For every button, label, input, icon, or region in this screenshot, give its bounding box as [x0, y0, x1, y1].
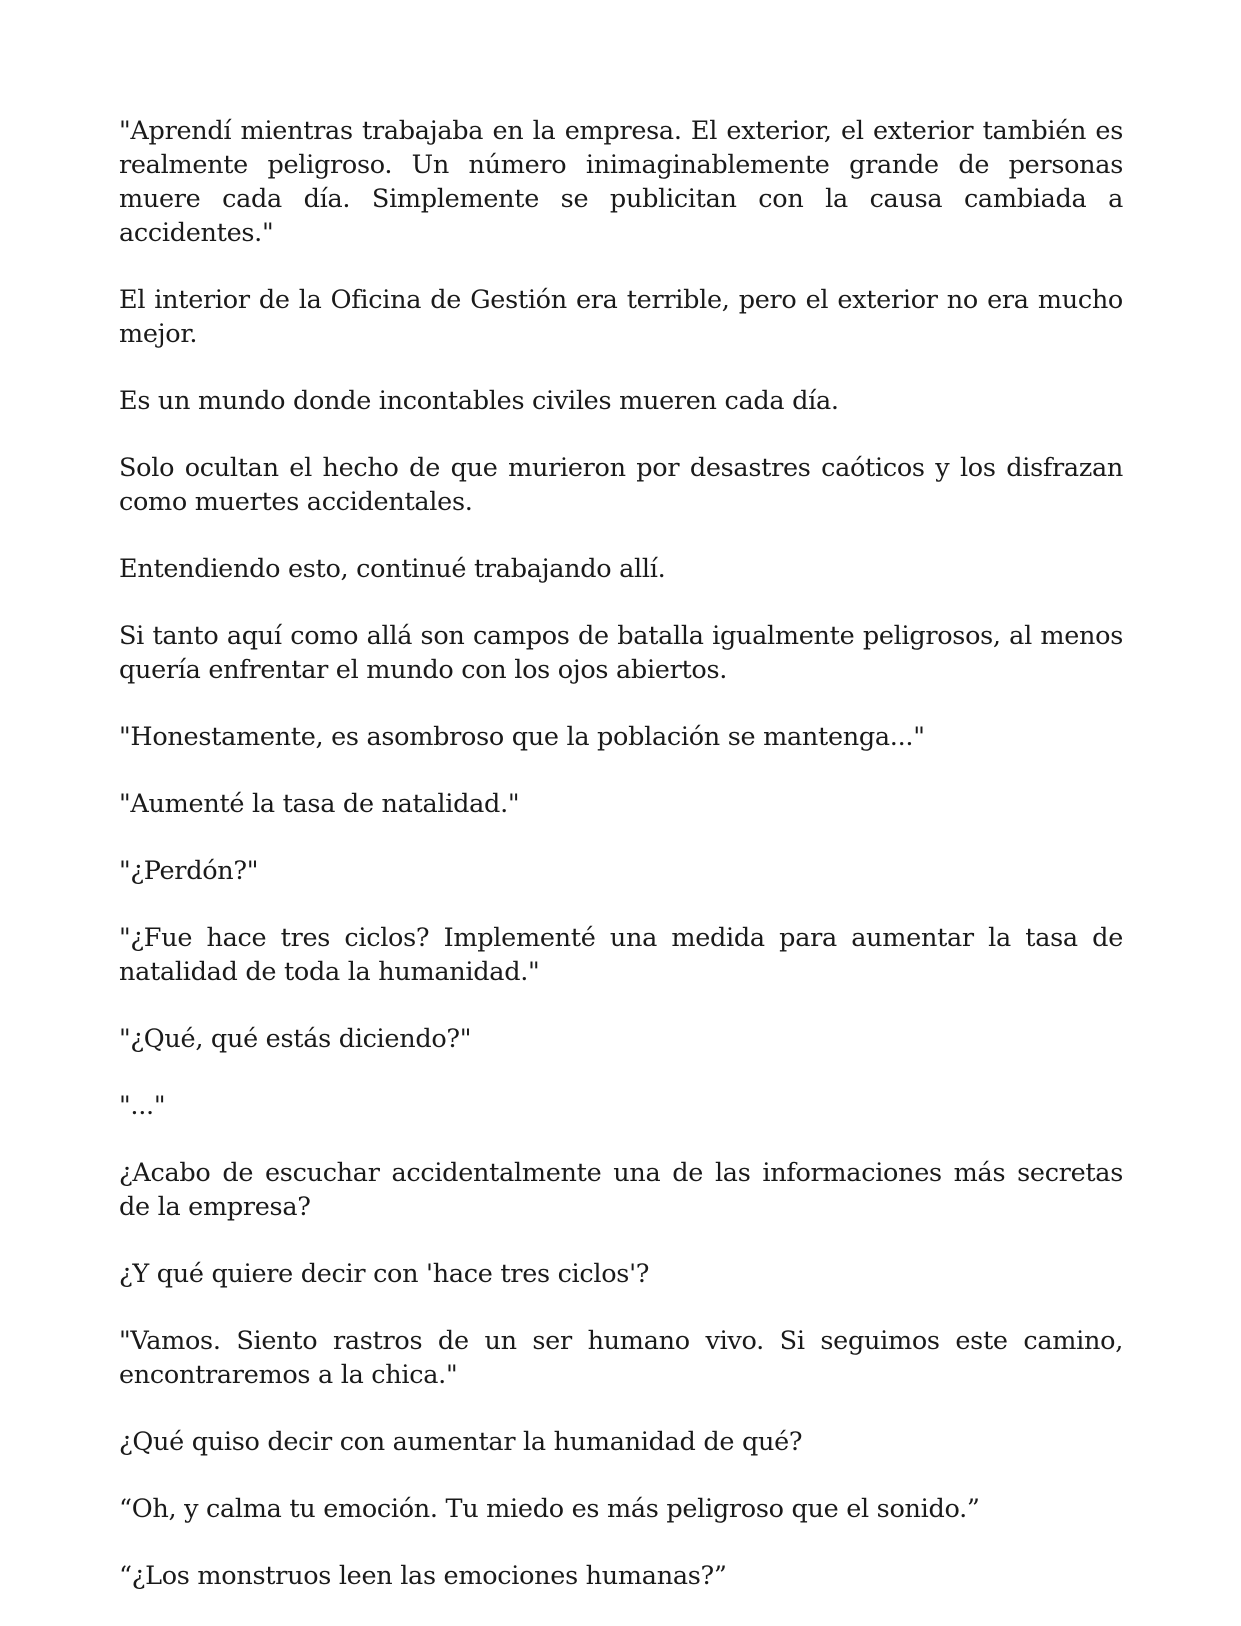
- paragraph: ¿Qué quiso decir con aumentar la humanidad de qué?: [119, 1427, 803, 1457]
- paragraph: El interior de la Oficina de Gestión era terrible, pero el exterior no era mucho mejor.: [119, 285, 1123, 349]
- paragraph: "...": [119, 1091, 166, 1121]
- paragraph: "Aumenté la tasa de natalidad.": [119, 789, 520, 819]
- paragraph: "¿Qué, qué estás diciendo?": [119, 1024, 472, 1054]
- paragraph: "Aprendí mientras trabajaba en la empresa. El exterior, el exterior también es realmente peligroso. Un número inimaginablemente grande de personas muere cada día. Simplemente se publicitan con la causa cambiada a accidentes.": [119, 116, 1123, 248]
- paragraph: Es un mundo donde incontables civiles mueren cada día.: [119, 386, 839, 416]
- paragraph: Si tanto aquí como allá son campos de batalla igualmente peligrosos, al menos quería enfrentar el mundo con los ojos abiertos.: [119, 621, 1123, 685]
- paragraph: ¿Y qué quiere decir con 'hace tres ciclos'?: [119, 1259, 650, 1289]
- paragraph: Entendiendo esto, continué trabajando allí.: [119, 554, 666, 584]
- paragraph: ¿Acabo de escuchar accidentalmente una de las informaciones más secretas de la empresa?: [119, 1158, 1123, 1222]
- paragraph: "¿Fue hace tres ciclos? Implementé una medida para aumentar la tasa de natalidad de toda la humanidad.": [119, 923, 1123, 987]
- paragraph: Solo ocultan el hecho de que murieron por desastres caóticos y los disfrazan como muertes accidentales.: [119, 453, 1123, 517]
- document-body: [119, 114, 1123, 1626]
- paragraph: "Vamos. Siento rastros de un ser humano vivo. Si seguimos este camino, encontraremos a la chica.": [119, 1326, 1123, 1390]
- paragraph: “Oh, y calma tu emoción. Tu miedo es más peligroso que el sonido.”: [119, 1494, 980, 1524]
- paragraph: "Honestamente, es asombroso que la población se mantenga...": [119, 722, 925, 752]
- paragraph: “¿Los monstruos leen las emociones humanas?”: [119, 1561, 727, 1591]
- paragraph: "¿Perdón?": [119, 856, 259, 886]
